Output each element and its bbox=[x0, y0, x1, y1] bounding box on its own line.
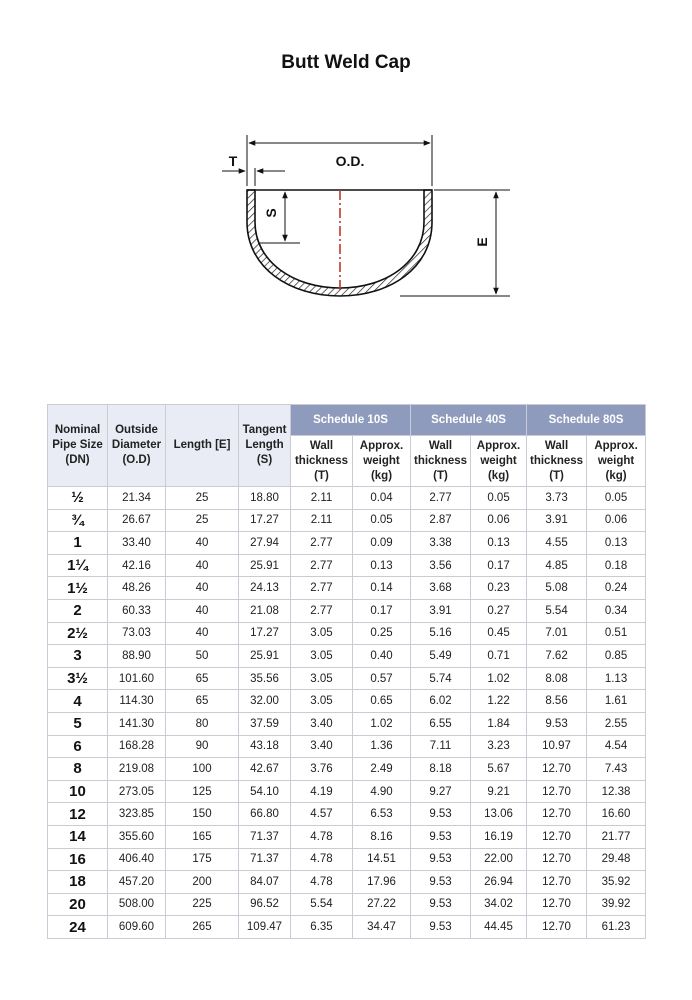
cell-tangent-length: 71.37 bbox=[239, 848, 291, 871]
cell-sch80-wall: 12.70 bbox=[527, 758, 587, 781]
table-row bbox=[48, 893, 646, 916]
cell-sch10-weight: 0.40 bbox=[353, 645, 411, 668]
cell-sch40-wall: 9.27 bbox=[411, 780, 471, 803]
cell-sch40-wall: 5.49 bbox=[411, 645, 471, 668]
cell-sch40-wall: 5.74 bbox=[411, 667, 471, 690]
cell-sch40-wall: 9.53 bbox=[411, 848, 471, 871]
cell-outside-diameter: 88.90 bbox=[108, 645, 166, 668]
cell-sch80-wall: 12.70 bbox=[527, 825, 587, 848]
cell-sch80-wall: 7.62 bbox=[527, 645, 587, 668]
header-tangent-length: Tangent Length (S) bbox=[239, 405, 291, 487]
cell-nominal-size: 10 bbox=[48, 780, 108, 803]
cell-sch80-weight: 4.54 bbox=[587, 735, 646, 758]
table-body bbox=[48, 487, 646, 939]
cell-sch80-weight: 7.43 bbox=[587, 758, 646, 781]
cell-sch80-weight: 0.13 bbox=[587, 532, 646, 555]
cell-sch10-weight: 2.49 bbox=[353, 758, 411, 781]
table-row bbox=[48, 509, 646, 532]
cell-sch40-weight: 0.06 bbox=[471, 509, 527, 532]
cell-sch40-weight: 0.05 bbox=[471, 487, 527, 510]
cell-sch40-weight: 1.84 bbox=[471, 712, 527, 735]
cell-tangent-length: 109.47 bbox=[239, 916, 291, 939]
cell-tangent-length: 18.80 bbox=[239, 487, 291, 510]
cell-sch80-weight: 21.77 bbox=[587, 825, 646, 848]
cell-length: 50 bbox=[166, 645, 239, 668]
cell-sch80-wall: 10.97 bbox=[527, 735, 587, 758]
cell-sch40-wall: 5.16 bbox=[411, 622, 471, 645]
cell-outside-diameter: 26.67 bbox=[108, 509, 166, 532]
cell-sch80-weight: 35.92 bbox=[587, 871, 646, 894]
cell-sch10-wall: 3.76 bbox=[291, 758, 353, 781]
cell-sch80-wall: 3.91 bbox=[527, 509, 587, 532]
cell-sch10-weight: 0.57 bbox=[353, 667, 411, 690]
cell-sch40-weight: 9.21 bbox=[471, 780, 527, 803]
cell-nominal-size: 3½ bbox=[48, 667, 108, 690]
cell-sch80-wall: 8.08 bbox=[527, 667, 587, 690]
cell-tangent-length: 54.10 bbox=[239, 780, 291, 803]
cell-nominal-size: 1 bbox=[48, 532, 108, 555]
cell-sch40-weight: 16.19 bbox=[471, 825, 527, 848]
table-row bbox=[48, 667, 646, 690]
cell-outside-diameter: 406.40 bbox=[108, 848, 166, 871]
cell-tangent-length: 21.08 bbox=[239, 599, 291, 622]
header-wall-thickness: Wall thickness (T) bbox=[291, 436, 353, 487]
cell-sch10-wall: 3.05 bbox=[291, 667, 353, 690]
cell-sch40-weight: 1.02 bbox=[471, 667, 527, 690]
cell-nominal-size: 16 bbox=[48, 848, 108, 871]
header-schedule-80s: Schedule 80S bbox=[527, 405, 646, 436]
cell-sch40-wall: 2.77 bbox=[411, 487, 471, 510]
cell-length: 25 bbox=[166, 487, 239, 510]
cell-sch10-weight: 27.22 bbox=[353, 893, 411, 916]
cell-sch40-weight: 0.45 bbox=[471, 622, 527, 645]
cell-sch80-weight: 0.18 bbox=[587, 554, 646, 577]
cell-outside-diameter: 42.16 bbox=[108, 554, 166, 577]
cell-sch40-weight: 13.06 bbox=[471, 803, 527, 826]
cell-tangent-length: 25.91 bbox=[239, 554, 291, 577]
cell-sch10-wall: 4.57 bbox=[291, 803, 353, 826]
cell-nominal-size: 5 bbox=[48, 712, 108, 735]
cell-sch10-wall: 2.77 bbox=[291, 532, 353, 555]
cell-sch40-wall: 9.53 bbox=[411, 803, 471, 826]
butt-weld-cap-spec-table bbox=[47, 404, 646, 939]
cell-sch80-weight: 1.13 bbox=[587, 667, 646, 690]
cell-nominal-size: ¾ bbox=[48, 509, 108, 532]
cell-sch10-weight: 0.05 bbox=[353, 509, 411, 532]
cell-sch40-weight: 34.02 bbox=[471, 893, 527, 916]
cell-length: 40 bbox=[166, 532, 239, 555]
table-row bbox=[48, 916, 646, 939]
cell-sch40-weight: 3.23 bbox=[471, 735, 527, 758]
cell-nominal-size: 24 bbox=[48, 916, 108, 939]
cell-length: 225 bbox=[166, 893, 239, 916]
cell-sch10-wall: 2.77 bbox=[291, 577, 353, 600]
table-row bbox=[48, 487, 646, 510]
cell-sch80-wall: 12.70 bbox=[527, 916, 587, 939]
table-row bbox=[48, 848, 646, 871]
cell-sch40-weight: 1.22 bbox=[471, 690, 527, 713]
cell-sch80-weight: 0.85 bbox=[587, 645, 646, 668]
cell-nominal-size: 3 bbox=[48, 645, 108, 668]
cell-tangent-length: 42.67 bbox=[239, 758, 291, 781]
cell-sch40-wall: 3.38 bbox=[411, 532, 471, 555]
cell-tangent-length: 66.80 bbox=[239, 803, 291, 826]
cell-sch80-wall: 3.73 bbox=[527, 487, 587, 510]
cell-tangent-length: 37.59 bbox=[239, 712, 291, 735]
cell-length: 40 bbox=[166, 577, 239, 600]
s-label: S bbox=[263, 208, 279, 218]
cell-outside-diameter: 355.60 bbox=[108, 825, 166, 848]
e-label: E bbox=[474, 237, 490, 247]
cell-outside-diameter: 101.60 bbox=[108, 667, 166, 690]
cell-length: 200 bbox=[166, 871, 239, 894]
cell-tangent-length: 84.07 bbox=[239, 871, 291, 894]
cell-outside-diameter: 48.26 bbox=[108, 577, 166, 600]
cell-sch80-wall: 4.55 bbox=[527, 532, 587, 555]
cell-sch40-wall: 3.56 bbox=[411, 554, 471, 577]
cell-sch40-wall: 6.55 bbox=[411, 712, 471, 735]
cell-sch80-weight: 61.23 bbox=[587, 916, 646, 939]
cell-outside-diameter: 273.05 bbox=[108, 780, 166, 803]
table-row bbox=[48, 645, 646, 668]
cell-sch80-weight: 0.24 bbox=[587, 577, 646, 600]
header-wall-thickness: Wall thickness (T) bbox=[527, 436, 587, 487]
cell-sch10-wall: 4.19 bbox=[291, 780, 353, 803]
cell-sch40-wall: 9.53 bbox=[411, 893, 471, 916]
cell-length: 65 bbox=[166, 667, 239, 690]
cell-sch40-wall: 3.68 bbox=[411, 577, 471, 600]
cell-sch10-wall: 4.78 bbox=[291, 848, 353, 871]
table-row bbox=[48, 803, 646, 826]
table-row bbox=[48, 554, 646, 577]
cell-sch80-wall: 12.70 bbox=[527, 803, 587, 826]
header-wall-thickness: Wall thickness (T) bbox=[411, 436, 471, 487]
table-row bbox=[48, 599, 646, 622]
cell-sch10-weight: 0.04 bbox=[353, 487, 411, 510]
cell-length: 125 bbox=[166, 780, 239, 803]
table-row bbox=[48, 712, 646, 735]
cell-nominal-size: 4 bbox=[48, 690, 108, 713]
cell-sch10-weight: 14.51 bbox=[353, 848, 411, 871]
cell-sch10-wall: 3.05 bbox=[291, 690, 353, 713]
cell-sch80-wall: 9.53 bbox=[527, 712, 587, 735]
t-label: T bbox=[228, 153, 238, 169]
cell-nominal-size: 18 bbox=[48, 871, 108, 894]
cell-tangent-length: 71.37 bbox=[239, 825, 291, 848]
cell-outside-diameter: 60.33 bbox=[108, 599, 166, 622]
header-length: Length [E] bbox=[166, 405, 239, 487]
cell-nominal-size: 12 bbox=[48, 803, 108, 826]
cell-sch10-weight: 0.09 bbox=[353, 532, 411, 555]
cell-nominal-size: 8 bbox=[48, 758, 108, 781]
cell-tangent-length: 17.27 bbox=[239, 509, 291, 532]
cell-sch80-weight: 16.60 bbox=[587, 803, 646, 826]
cell-length: 65 bbox=[166, 690, 239, 713]
cell-length: 90 bbox=[166, 735, 239, 758]
cell-tangent-length: 35.56 bbox=[239, 667, 291, 690]
od-label: O.D. bbox=[335, 153, 365, 169]
cell-sch80-weight: 0.06 bbox=[587, 509, 646, 532]
table-row bbox=[48, 577, 646, 600]
cell-sch80-weight: 39.92 bbox=[587, 893, 646, 916]
cell-sch80-wall: 12.70 bbox=[527, 871, 587, 894]
cell-sch80-weight: 1.61 bbox=[587, 690, 646, 713]
cell-sch10-wall: 3.05 bbox=[291, 622, 353, 645]
cell-tangent-length: 96.52 bbox=[239, 893, 291, 916]
cell-sch10-wall: 3.40 bbox=[291, 735, 353, 758]
cell-nominal-size: 2½ bbox=[48, 622, 108, 645]
cell-sch80-wall: 7.01 bbox=[527, 622, 587, 645]
cell-outside-diameter: 323.85 bbox=[108, 803, 166, 826]
header-outside-diameter: Outside Diameter (O.D) bbox=[108, 405, 166, 487]
cell-nominal-size: 14 bbox=[48, 825, 108, 848]
cell-tangent-length: 17.27 bbox=[239, 622, 291, 645]
cell-sch10-wall: 2.77 bbox=[291, 599, 353, 622]
cell-outside-diameter: 219.08 bbox=[108, 758, 166, 781]
cell-sch10-weight: 4.90 bbox=[353, 780, 411, 803]
cell-sch40-weight: 0.13 bbox=[471, 532, 527, 555]
cell-outside-diameter: 168.28 bbox=[108, 735, 166, 758]
cell-sch40-weight: 44.45 bbox=[471, 916, 527, 939]
cell-sch40-weight: 0.23 bbox=[471, 577, 527, 600]
cell-sch80-wall: 8.56 bbox=[527, 690, 587, 713]
header-schedule-40s: Schedule 40S bbox=[411, 405, 527, 436]
cell-sch10-wall: 3.40 bbox=[291, 712, 353, 735]
header-approx-weight: Approx. weight (kg) bbox=[353, 436, 411, 487]
cell-length: 100 bbox=[166, 758, 239, 781]
cell-outside-diameter: 21.34 bbox=[108, 487, 166, 510]
cell-sch40-wall: 9.53 bbox=[411, 916, 471, 939]
cell-sch10-weight: 6.53 bbox=[353, 803, 411, 826]
cell-outside-diameter: 508.00 bbox=[108, 893, 166, 916]
cell-sch80-wall: 12.70 bbox=[527, 780, 587, 803]
cell-sch10-wall: 6.35 bbox=[291, 916, 353, 939]
cell-length: 265 bbox=[166, 916, 239, 939]
cell-sch80-weight: 29.48 bbox=[587, 848, 646, 871]
cell-sch80-wall: 12.70 bbox=[527, 848, 587, 871]
cell-sch40-weight: 26.94 bbox=[471, 871, 527, 894]
cell-outside-diameter: 73.03 bbox=[108, 622, 166, 645]
cell-sch10-weight: 17.96 bbox=[353, 871, 411, 894]
header-schedule-10s: Schedule 10S bbox=[291, 405, 411, 436]
cell-outside-diameter: 141.30 bbox=[108, 712, 166, 735]
table-row bbox=[48, 758, 646, 781]
cell-sch10-weight: 0.14 bbox=[353, 577, 411, 600]
cell-tangent-length: 43.18 bbox=[239, 735, 291, 758]
cell-sch40-wall: 7.11 bbox=[411, 735, 471, 758]
cell-nominal-size: ½ bbox=[48, 487, 108, 510]
cell-sch10-wall: 3.05 bbox=[291, 645, 353, 668]
cell-sch40-wall: 9.53 bbox=[411, 825, 471, 848]
cell-sch10-wall: 2.11 bbox=[291, 487, 353, 510]
cell-nominal-size: 1½ bbox=[48, 577, 108, 600]
cell-nominal-size: 6 bbox=[48, 735, 108, 758]
cell-sch40-wall: 6.02 bbox=[411, 690, 471, 713]
cell-sch10-wall: 4.78 bbox=[291, 871, 353, 894]
cell-length: 150 bbox=[166, 803, 239, 826]
cell-outside-diameter: 33.40 bbox=[108, 532, 166, 555]
header-nominal-pipe-size: Nominal Pipe Size (DN) bbox=[48, 405, 108, 487]
header-approx-weight: Approx. weight (kg) bbox=[587, 436, 646, 487]
cell-sch40-wall: 3.91 bbox=[411, 599, 471, 622]
cell-sch80-wall: 5.08 bbox=[527, 577, 587, 600]
cell-outside-diameter: 114.30 bbox=[108, 690, 166, 713]
cell-tangent-length: 25.91 bbox=[239, 645, 291, 668]
cell-sch80-weight: 0.51 bbox=[587, 622, 646, 645]
cell-sch80-weight: 2.55 bbox=[587, 712, 646, 735]
cell-sch80-weight: 0.05 bbox=[587, 487, 646, 510]
cell-tangent-length: 24.13 bbox=[239, 577, 291, 600]
cell-sch40-weight: 0.17 bbox=[471, 554, 527, 577]
cell-tangent-length: 27.94 bbox=[239, 532, 291, 555]
cell-nominal-size: 2 bbox=[48, 599, 108, 622]
cell-length: 80 bbox=[166, 712, 239, 735]
cell-outside-diameter: 609.60 bbox=[108, 916, 166, 939]
cell-sch80-weight: 0.34 bbox=[587, 599, 646, 622]
header-approx-weight: Approx. weight (kg) bbox=[471, 436, 527, 487]
cell-sch80-weight: 12.38 bbox=[587, 780, 646, 803]
cell-sch10-wall: 2.77 bbox=[291, 554, 353, 577]
cell-sch10-weight: 8.16 bbox=[353, 825, 411, 848]
cell-length: 40 bbox=[166, 622, 239, 645]
cell-sch10-wall: 4.78 bbox=[291, 825, 353, 848]
cell-sch80-wall: 5.54 bbox=[527, 599, 587, 622]
cell-outside-diameter: 457.20 bbox=[108, 871, 166, 894]
table-row bbox=[48, 690, 646, 713]
cell-sch10-weight: 0.17 bbox=[353, 599, 411, 622]
cell-length: 40 bbox=[166, 599, 239, 622]
cell-sch10-weight: 0.25 bbox=[353, 622, 411, 645]
table-row bbox=[48, 780, 646, 803]
table-row bbox=[48, 871, 646, 894]
cell-sch40-weight: 5.67 bbox=[471, 758, 527, 781]
cell-sch80-wall: 12.70 bbox=[527, 893, 587, 916]
cell-sch40-weight: 0.71 bbox=[471, 645, 527, 668]
cell-sch40-wall: 2.87 bbox=[411, 509, 471, 532]
cell-sch80-wall: 4.85 bbox=[527, 554, 587, 577]
cell-nominal-size: 1¼ bbox=[48, 554, 108, 577]
cell-length: 40 bbox=[166, 554, 239, 577]
cell-length: 175 bbox=[166, 848, 239, 871]
cell-sch10-wall: 5.54 bbox=[291, 893, 353, 916]
cell-sch10-weight: 0.65 bbox=[353, 690, 411, 713]
page-title: Butt Weld Cap bbox=[281, 52, 411, 73]
cell-sch10-weight: 1.02 bbox=[353, 712, 411, 735]
table-row bbox=[48, 735, 646, 758]
cell-sch40-wall: 9.53 bbox=[411, 871, 471, 894]
cell-sch40-wall: 8.18 bbox=[411, 758, 471, 781]
cell-sch10-weight: 0.13 bbox=[353, 554, 411, 577]
cell-length: 165 bbox=[166, 825, 239, 848]
table-row bbox=[48, 532, 646, 555]
cell-sch40-weight: 0.27 bbox=[471, 599, 527, 622]
cell-length: 25 bbox=[166, 509, 239, 532]
cell-tangent-length: 32.00 bbox=[239, 690, 291, 713]
cell-sch10-weight: 1.36 bbox=[353, 735, 411, 758]
cell-sch10-wall: 2.11 bbox=[291, 509, 353, 532]
table-row bbox=[48, 622, 646, 645]
table-row bbox=[48, 825, 646, 848]
cell-sch10-weight: 34.47 bbox=[353, 916, 411, 939]
cell-sch40-weight: 22.00 bbox=[471, 848, 527, 871]
butt-weld-cap-diagram bbox=[215, 125, 515, 310]
cell-nominal-size: 20 bbox=[48, 893, 108, 916]
